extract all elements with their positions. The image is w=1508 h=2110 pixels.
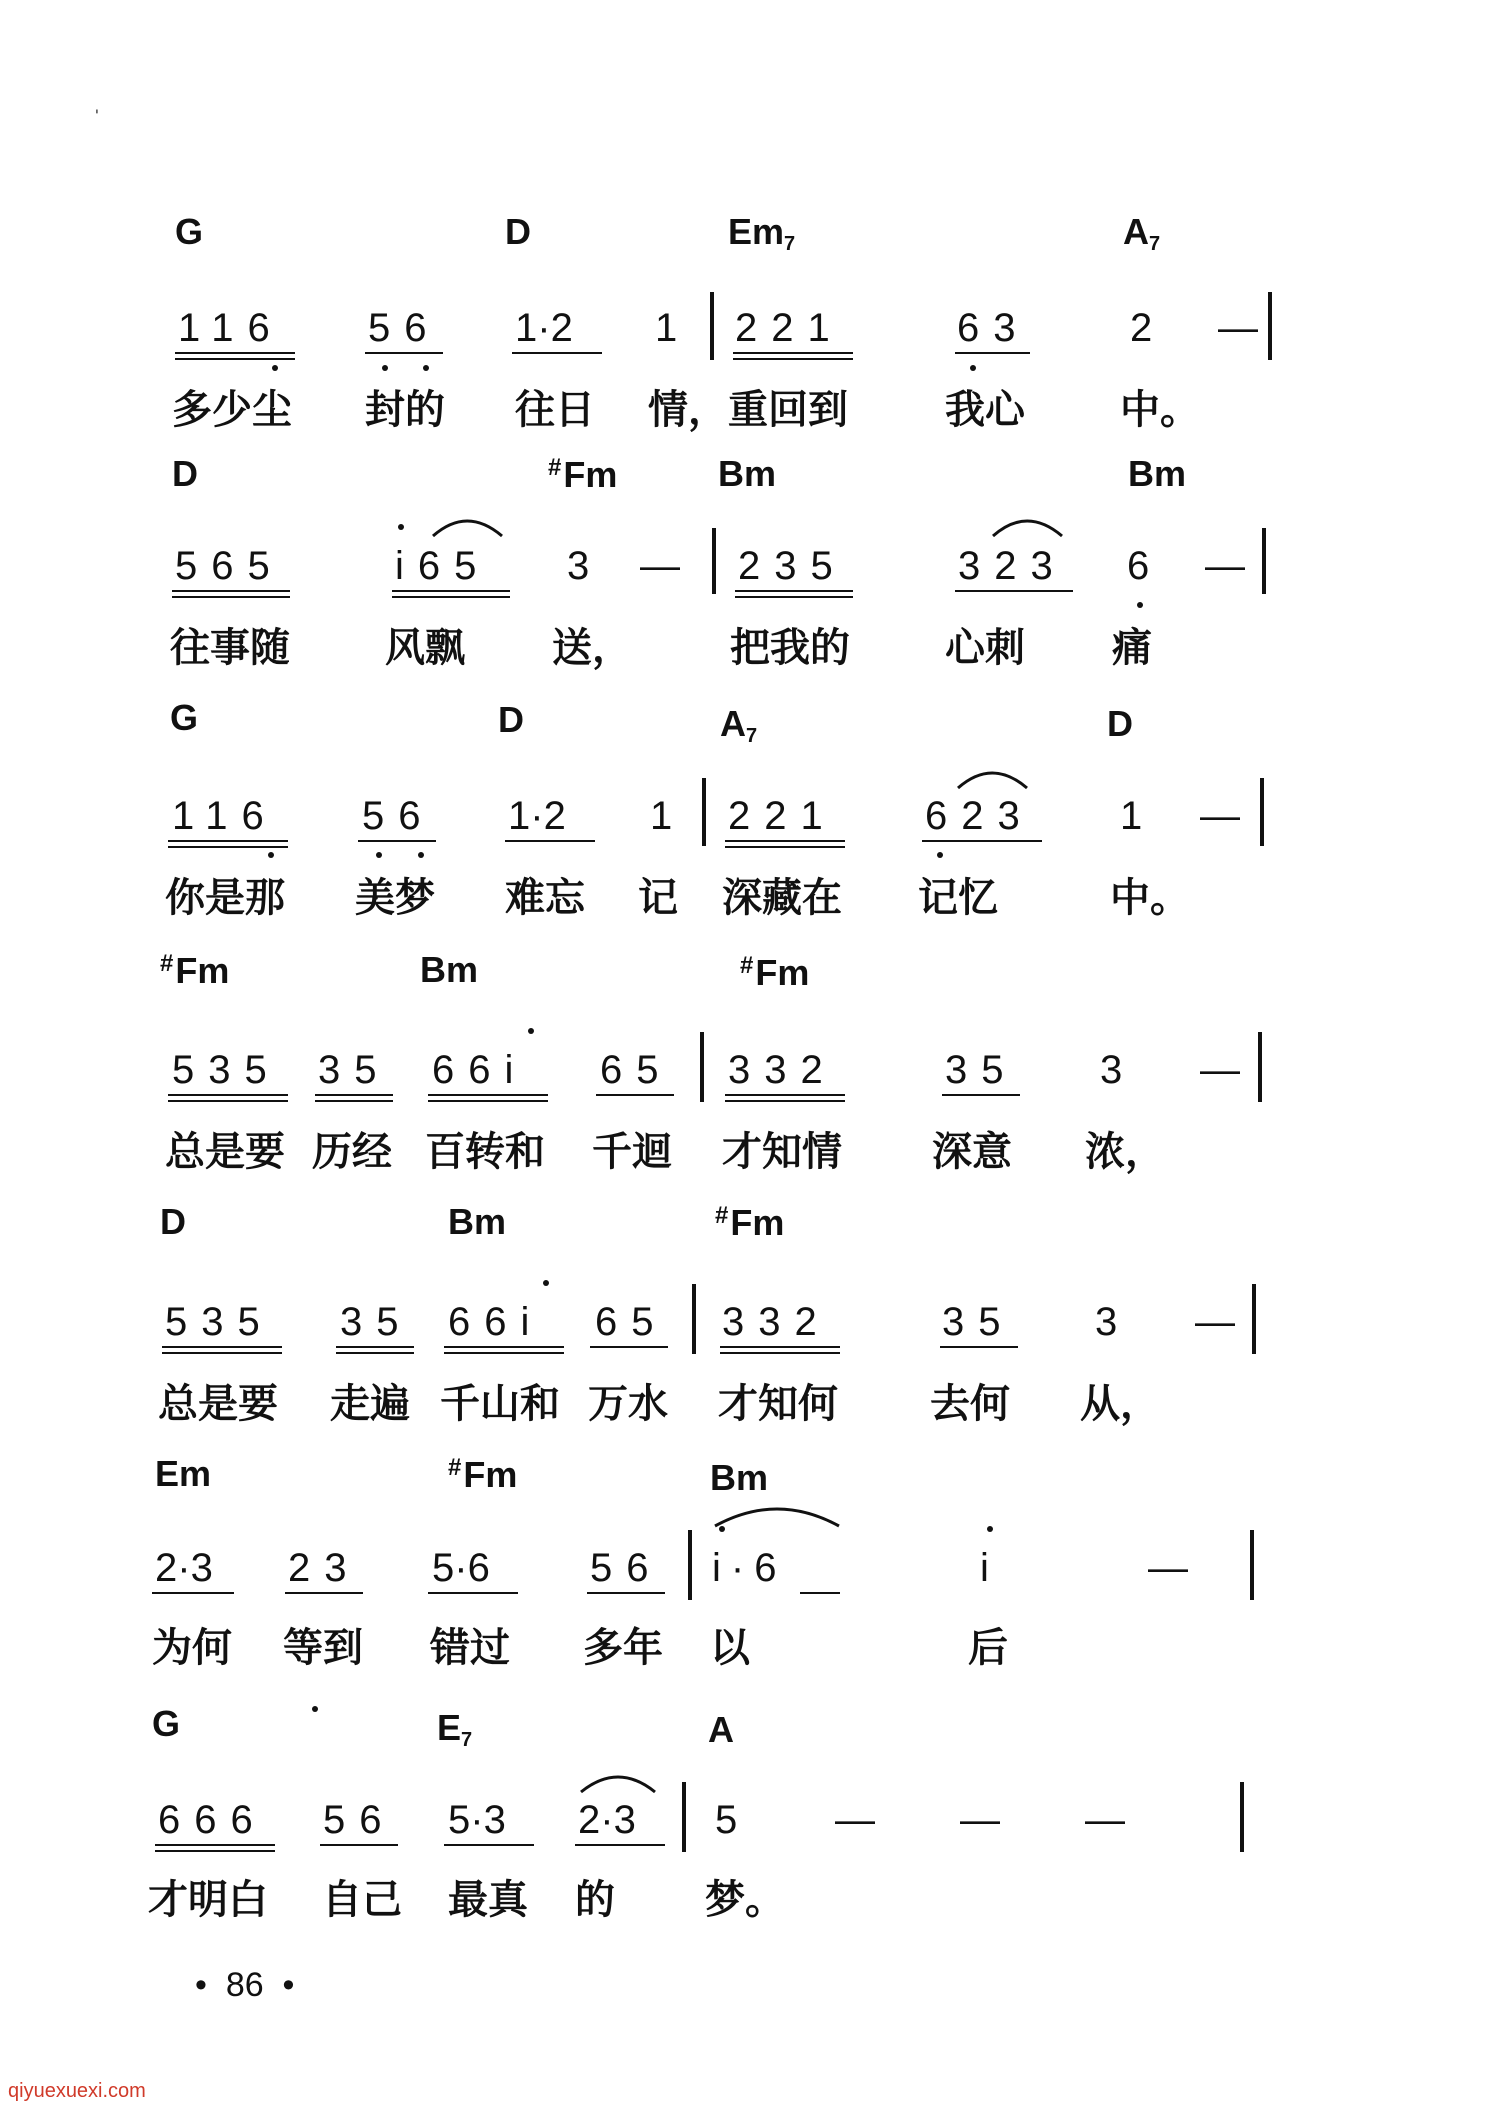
bar-line: [1268, 292, 1272, 360]
underline: [428, 1592, 518, 1594]
underline: [336, 1346, 414, 1348]
underline: [587, 1592, 665, 1594]
underline: [725, 1094, 845, 1096]
note-single: 1: [650, 794, 673, 838]
note-group: 56: [362, 794, 435, 838]
bar-line: [700, 1032, 704, 1102]
lyric-text: 走遍: [330, 1381, 410, 1427]
note-group: 65: [600, 1048, 673, 1092]
chord-label: D: [1107, 703, 1133, 744]
chord-label: #Fm: [548, 454, 618, 495]
chord-label: D: [160, 1201, 186, 1242]
chord-label: G: [175, 211, 204, 252]
lyric-text: 记: [638, 875, 678, 921]
note-group: i65: [395, 544, 491, 588]
note-single: 5: [715, 1798, 738, 1842]
lyric-text: 风飘: [385, 625, 465, 671]
chord-label: Bm: [448, 1201, 507, 1242]
lyric-text: 才明白: [148, 1877, 268, 1923]
underline: [162, 1346, 282, 1348]
lyric-text: 深意: [932, 1129, 1012, 1175]
slur-arc: [990, 512, 1065, 540]
lyric-text: 千山和: [440, 1381, 560, 1427]
note-group: 535: [165, 1300, 274, 1344]
chord-label: G: [170, 697, 199, 738]
underline: [955, 352, 1030, 354]
underline: [444, 1352, 564, 1354]
low-octave-dot: [272, 365, 278, 371]
underline: [942, 1094, 1020, 1096]
high-octave-dot: [543, 1280, 549, 1286]
note-group: 116: [172, 794, 278, 838]
underline: [358, 840, 436, 842]
note-group: 1·2: [515, 306, 573, 350]
lyric-text: 中。: [1110, 875, 1190, 921]
low-octave-dot: [937, 852, 943, 858]
note-group: 1·2: [508, 794, 566, 838]
lyric-text: 历经: [312, 1129, 392, 1175]
dash-hold: —: [835, 1798, 875, 1842]
chord-label: #Fm: [448, 1454, 518, 1495]
high-octave-dot: [398, 524, 404, 530]
bar-line: [682, 1782, 686, 1852]
note-group: i·6: [712, 1546, 787, 1590]
low-octave-dot: [376, 852, 382, 858]
chord-label: Bm: [718, 453, 777, 494]
bullet-icon: •: [282, 1966, 295, 2004]
underline: [596, 1094, 674, 1096]
underline: [172, 596, 290, 598]
lyric-text: 送，: [552, 625, 632, 671]
lyric-text: 痛: [1112, 625, 1152, 671]
bullet-icon: •: [195, 1966, 207, 2004]
chord-label: Bm: [420, 949, 479, 990]
dash-hold: —: [640, 544, 680, 588]
underline: [315, 1100, 393, 1102]
underline: [168, 1094, 288, 1096]
lyric-text: 才知情: [722, 1129, 842, 1175]
lyric-text: 去何: [930, 1381, 1010, 1427]
note-group: 2·3: [578, 1798, 636, 1842]
lyric-text: 从，: [1080, 1381, 1160, 1427]
underline: [320, 1844, 398, 1846]
lyric-text: 千迴: [592, 1129, 672, 1175]
stray-dot: [312, 1706, 318, 1712]
underline: [575, 1844, 665, 1846]
chord-label: Em: [155, 1453, 212, 1494]
chord-label: #Fm: [740, 952, 810, 993]
high-octave-dot: [987, 1526, 993, 1532]
note-group: 35: [340, 1300, 413, 1344]
bar-line: [1260, 778, 1264, 846]
low-octave-dot: [268, 852, 274, 858]
chord-label: $E_7$: [437, 1707, 473, 1751]
note-group: 63: [957, 306, 1030, 350]
note-group: 666: [158, 1798, 267, 1842]
note-group: 116: [178, 306, 284, 350]
underline: [505, 840, 595, 842]
lyric-text: 你是那: [165, 875, 285, 921]
note-group: 56: [590, 1546, 663, 1590]
note-single: i: [980, 1546, 989, 1590]
note-single: 3: [567, 544, 590, 588]
chord-label: D: [505, 211, 531, 252]
note-group: 332: [728, 1048, 837, 1092]
underline: [444, 1346, 564, 1348]
lyric-text: 心刺: [945, 625, 1025, 671]
underline: [392, 596, 510, 598]
underline: [365, 352, 443, 354]
dash-hold: —: [1205, 544, 1245, 588]
note-group: 56: [323, 1798, 396, 1842]
lyric-text: 百转和: [425, 1129, 545, 1175]
underline: [155, 1850, 275, 1852]
underline: [590, 1346, 668, 1348]
lyric-text: 我心: [945, 387, 1025, 433]
underline: [168, 1100, 288, 1102]
note-group: 65: [595, 1300, 668, 1344]
underline: [955, 590, 1073, 592]
dash-hold: —: [960, 1798, 1000, 1842]
lyric-text: 封的: [365, 387, 445, 433]
lyric-text: 美梦: [355, 875, 435, 921]
note-group: 235: [738, 544, 847, 588]
underline: [733, 358, 853, 360]
lyric-text: 中。: [1120, 387, 1200, 433]
lyric-text: 多少尘: [172, 387, 292, 433]
underline: [720, 1352, 840, 1354]
note-single: 3: [1100, 1048, 1123, 1092]
chord-label: Bm: [1128, 453, 1187, 494]
bar-line: [1252, 1284, 1256, 1354]
chord-label: D: [172, 453, 198, 494]
note-single: 2: [1130, 306, 1153, 350]
low-octave-dot: [382, 365, 388, 371]
slur-arc: [955, 764, 1030, 792]
lyric-text: 后: [968, 1625, 1008, 1671]
note-single: 3: [1095, 1300, 1118, 1344]
dash-hold: —: [1148, 1546, 1188, 1590]
low-octave-dot: [970, 365, 976, 371]
bar-line: [688, 1530, 692, 1600]
lyric-text: 梦。: [705, 1877, 785, 1923]
chord-label: #Fm: [715, 1202, 785, 1243]
note-group: 221: [728, 794, 837, 838]
lyric-text: 的: [575, 1877, 615, 1923]
page-number: • 86 •: [195, 1966, 295, 2004]
stray-mark: ': [95, 108, 99, 124]
bar-line: [1240, 1782, 1244, 1852]
note-group: 66i: [432, 1048, 528, 1092]
chord-label: G: [152, 1703, 181, 1744]
chord-label: $A_7$: [720, 703, 758, 747]
note-group: 221: [735, 306, 844, 350]
lyric-text: 错过: [430, 1625, 510, 1671]
note-group: 66i: [448, 1300, 544, 1344]
note-group: 35: [945, 1048, 1018, 1092]
lyric-text: 往事随: [170, 625, 290, 671]
note-single: 1: [655, 306, 678, 350]
underline: [336, 1352, 414, 1354]
lyric-text: 往日: [515, 387, 595, 433]
note-group: 565: [175, 544, 284, 588]
lyric-text: 自己: [322, 1877, 402, 1923]
underline: [800, 1592, 840, 1594]
bar-line: [712, 528, 716, 594]
underline: [162, 1352, 282, 1354]
lyric-text: 多年: [583, 1625, 663, 1671]
note-single: 1: [1120, 794, 1143, 838]
note-group: 332: [722, 1300, 831, 1344]
slur-arc: [578, 1768, 658, 1796]
note-group: 5·3: [448, 1798, 506, 1842]
underline: [720, 1346, 840, 1348]
underline: [940, 1346, 1018, 1348]
watermark-text: qiyuexuexi.com: [8, 2080, 146, 2102]
dash-hold: —: [1195, 1300, 1235, 1344]
high-octave-dot: [528, 1028, 534, 1034]
bar-line: [702, 778, 706, 846]
dash-hold: —: [1218, 306, 1258, 350]
underline: [152, 1592, 234, 1594]
chord-label: Bm: [710, 1457, 769, 1498]
underline: [392, 590, 510, 592]
note-group: 323: [958, 544, 1067, 588]
note-group: 623: [925, 794, 1034, 838]
underline: [172, 590, 290, 592]
chord-label: #Fm: [160, 950, 230, 991]
underline: [315, 1094, 393, 1096]
lyric-text: 总是要: [165, 1129, 285, 1175]
slur-arc: [712, 1500, 842, 1530]
low-octave-dot: [423, 365, 429, 371]
underline: [428, 1100, 548, 1102]
lyric-text: 浓，: [1085, 1129, 1165, 1175]
chord-label: A: [708, 1709, 734, 1750]
lyric-text: 以: [710, 1625, 750, 1671]
bar-line: [692, 1284, 696, 1354]
lyric-text: 万水: [588, 1381, 668, 1427]
underline: [285, 1592, 363, 1594]
chord-label: $A_7$: [1123, 211, 1161, 255]
note-group: 5·6: [432, 1546, 490, 1590]
lyric-text: 等到: [283, 1625, 363, 1671]
underline: [725, 846, 845, 848]
dash-hold: —: [1085, 1798, 1125, 1842]
underline: [725, 840, 845, 842]
chord-label: D: [498, 699, 524, 740]
lyric-text: 情，重回到: [648, 387, 848, 433]
dash-hold: —: [1200, 1048, 1240, 1092]
note-group: 2·3: [155, 1546, 213, 1590]
underline: [175, 358, 295, 360]
underline: [735, 596, 853, 598]
lyric-text: 最真: [448, 1877, 528, 1923]
slur-arc: [430, 512, 505, 540]
lyric-text: 把我的: [730, 625, 850, 671]
bar-line: [710, 292, 714, 360]
chord-label: $Em_7$: [728, 211, 796, 255]
underline: [428, 1094, 548, 1096]
underline: [168, 846, 288, 848]
note-group: 35: [318, 1048, 391, 1092]
underline: [725, 1100, 845, 1102]
lyric-text: 才知何: [718, 1381, 838, 1427]
underline: [155, 1844, 275, 1846]
lyric-text: 难忘: [505, 875, 585, 921]
note-group: 56: [368, 306, 441, 350]
note-group: 35: [942, 1300, 1015, 1344]
note-group: 23: [288, 1546, 361, 1590]
bar-line: [1258, 1032, 1262, 1102]
bar-line: [1250, 1530, 1254, 1600]
underline: [444, 1844, 534, 1846]
underline: [735, 590, 853, 592]
underline: [733, 352, 853, 354]
note-group: 535: [172, 1048, 281, 1092]
lyric-text: 为何: [152, 1625, 232, 1671]
underline: [922, 840, 1042, 842]
bar-line: [1262, 528, 1266, 594]
lyric-text: 总是要: [158, 1381, 278, 1427]
low-octave-dot: [418, 852, 424, 858]
lyric-text: 深藏在: [722, 875, 842, 921]
underline: [512, 352, 602, 354]
low-octave-dot: [1137, 602, 1143, 608]
lyric-text: 记忆: [918, 875, 998, 921]
underline: [175, 352, 295, 354]
note-single: 6: [1127, 544, 1150, 588]
dash-hold: —: [1200, 794, 1240, 838]
underline: [168, 840, 288, 842]
